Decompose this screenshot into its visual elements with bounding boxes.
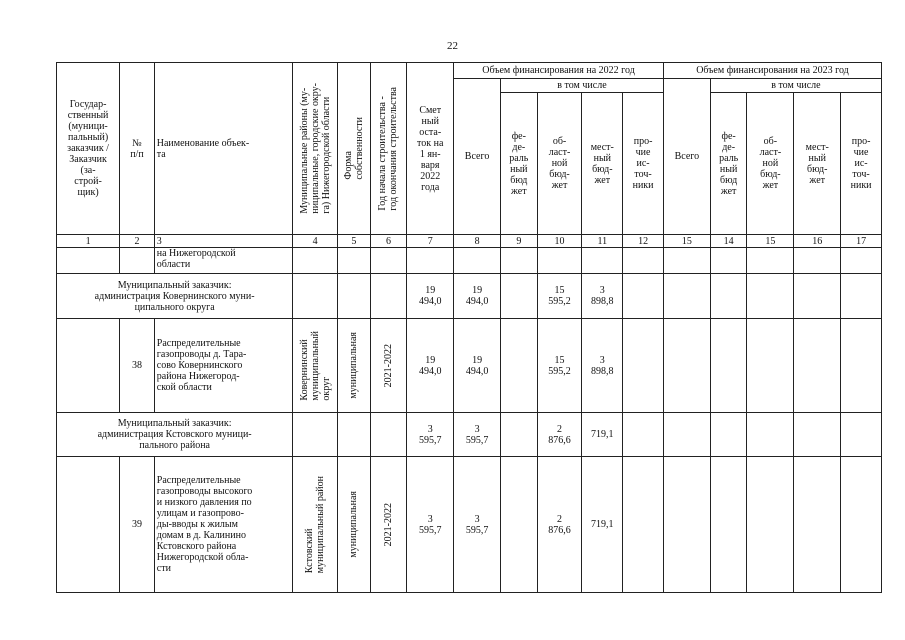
col-index: 10 (537, 235, 582, 248)
header-ownership: Форма собственности (342, 117, 365, 180)
local-2022-value: 3 898,8 (582, 319, 623, 413)
district-value: Ковернинский муниципальный округ (298, 330, 332, 401)
years-value: 2021-2022 (382, 502, 394, 547)
col-index: 1 (57, 235, 120, 248)
header-regional-2022: об- ласт- ной бюд- жет (537, 93, 582, 235)
header-ownership-cell (338, 63, 371, 235)
header-other-2022: про- чие ис- точ- ники (623, 93, 664, 235)
header-federal-2023: фе- де- раль ный бюд жет (710, 93, 747, 235)
object-name: на Нижегородской области (154, 248, 293, 274)
object-number: 38 (120, 319, 155, 413)
total-2022-value: 3 595,7 (454, 413, 501, 457)
col-index: 16 (794, 235, 841, 248)
col-index: 6 (370, 235, 407, 248)
total-2022-value: 3 595,7 (454, 457, 501, 593)
years-value: 2021-2022 (382, 343, 394, 388)
col-index: 3 (154, 235, 293, 248)
district-value: Кстовский муниципальный район (304, 475, 327, 574)
col-index: 2 (120, 235, 155, 248)
header-customer: Государ- ственный (муници- пальный) заказчик / Заказчик (за- строй- щик) (57, 63, 120, 235)
remainder-value: 3 595,7 (407, 413, 454, 457)
group-row (57, 274, 882, 319)
regional-2022-value: 2 876,6 (537, 457, 582, 593)
local-2022-value: 719,1 (582, 413, 623, 457)
object-name: Распределительные газопроводы высокого и низкого давления по улицам и газопрово- ды-вводы к жилым домам в д. Калинино Кстовского района Нижегородской обла- сти (154, 457, 293, 593)
local-2022-value: 719,1 (582, 457, 623, 593)
group-customer: Муниципальный заказчик: администрация Ковернинского муни- ципального округа (57, 274, 293, 319)
col-index: 9 (500, 235, 537, 248)
object-number: 39 (120, 457, 155, 593)
header-federal-2022: фе- де- раль ный бюд жет (500, 93, 537, 235)
ownership-cell (338, 319, 371, 413)
header-district-cell (293, 63, 338, 235)
header-total-2023: Всего (663, 79, 710, 235)
header-remainder: Смет ный оста- ток на 1 ян- варя 2022 года (407, 63, 454, 235)
regional-2022-value: 2 876,6 (537, 413, 582, 457)
district-cell (293, 457, 338, 593)
column-index-row (57, 235, 882, 248)
remainder-value: 19 494,0 (407, 274, 454, 319)
group-row (57, 413, 882, 457)
ownership-value: муниципальная (348, 332, 360, 399)
total-2022-value: 19 494,0 (454, 274, 501, 319)
years-cell (370, 457, 407, 593)
table-row (57, 319, 882, 413)
total-2022-value: 19 494,0 (454, 319, 501, 413)
col-index: 15 (663, 235, 710, 248)
header-number: № п/п (120, 63, 155, 235)
remainder-value: 3 595,7 (407, 457, 454, 593)
col-index: 8 (454, 235, 501, 248)
local-2022-value: 3 898,8 (582, 274, 623, 319)
page-number: 22 (447, 40, 458, 52)
col-index: 12 (623, 235, 664, 248)
header-incl-2023: в том числе (710, 79, 881, 93)
ownership-cell (338, 457, 371, 593)
col-index: 17 (841, 235, 882, 248)
col-index: 7 (407, 235, 454, 248)
header-other-2023: про- чие ис- точ- ники (841, 93, 882, 235)
header-total-2022: Всего (454, 79, 501, 235)
header-fin-2023: Объем финансирования на 2023 год (663, 63, 881, 79)
header-incl-2022: в том числе (500, 79, 663, 93)
header-local-2023: мест- ный бюд- жет (794, 93, 841, 235)
remainder-value: 19 494,0 (407, 319, 454, 413)
col-index: 5 (338, 235, 371, 248)
years-cell (370, 319, 407, 413)
header-fin-2022: Объем финансирования на 2022 год (454, 63, 664, 79)
regional-2022-value: 15 595,2 (537, 319, 582, 413)
group-customer: Муниципальный заказчик: администрация Кстовского муници- пального района (57, 413, 293, 457)
ownership-value: муниципальная (348, 491, 360, 558)
col-index: 14 (710, 235, 747, 248)
header-regional-2023: об- ласт- ной бюд- жет (747, 93, 794, 235)
construction-table (56, 62, 882, 593)
district-cell (293, 319, 338, 413)
header-district: Муниципальные районы (му- ниципальные, городские окру- га) Нижегородской области (298, 83, 332, 214)
table-row (57, 248, 882, 274)
table-row (57, 457, 882, 593)
header-years: Год начала строительства - год окончания строительства (377, 86, 400, 211)
regional-2022-value: 15 595,2 (537, 274, 582, 319)
header-object-name: Наименование объек- та (154, 63, 293, 235)
col-index: 4 (293, 235, 338, 248)
col-index: 11 (582, 235, 623, 248)
header-local-2022: мест- ный бюд- жет (582, 93, 623, 235)
object-name: Распределительные газопроводы д. Тара- сово Ковернинского района Нижегород- ской области (154, 319, 293, 413)
col-index: 15 (747, 235, 794, 248)
header-years-cell (370, 63, 407, 235)
